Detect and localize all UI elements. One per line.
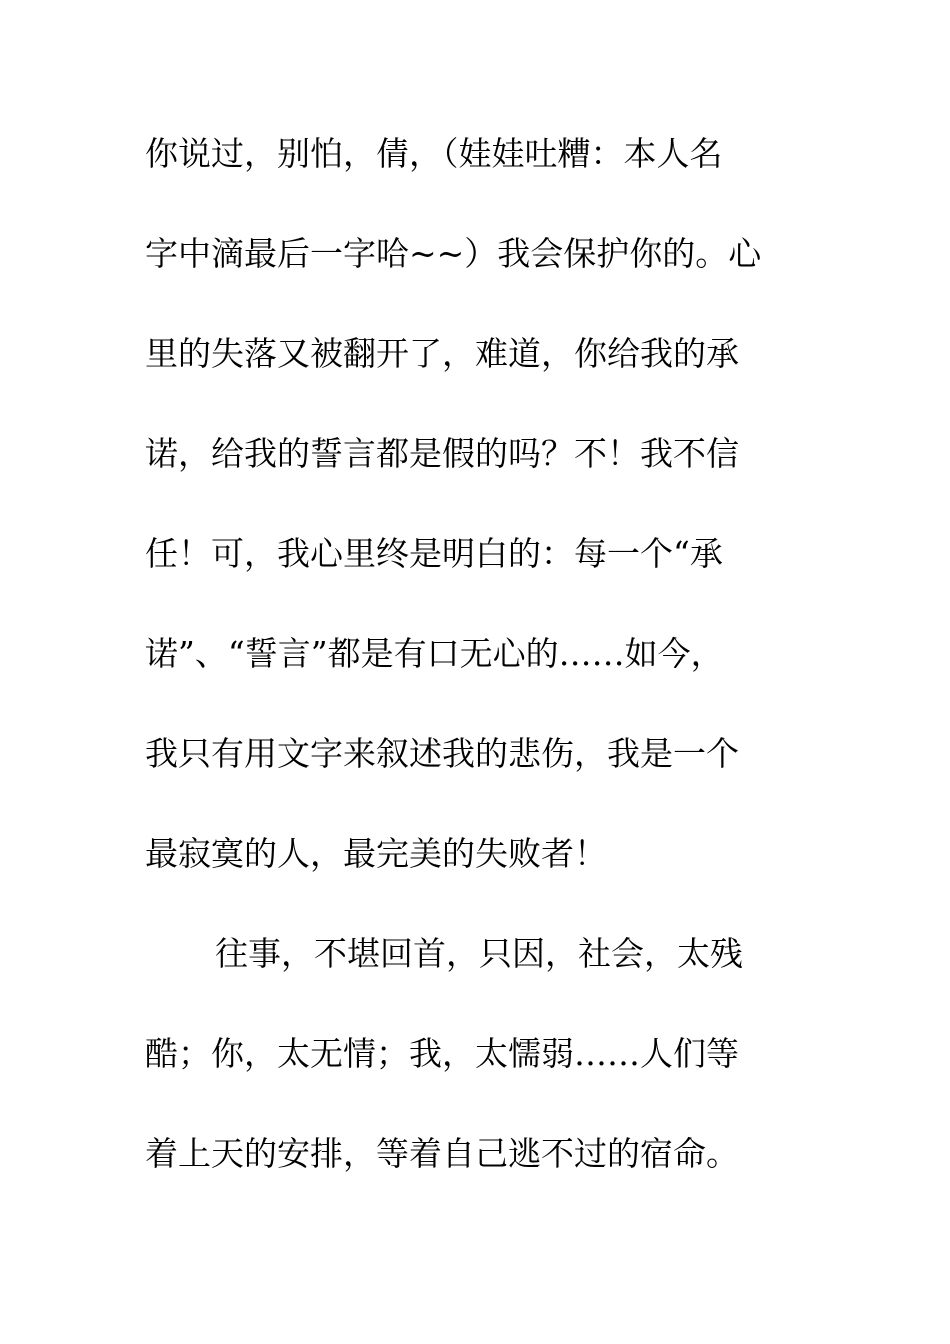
text-line: 诺，给我的誓言都是假的吗？不！我不信 (145, 434, 739, 473)
text-line: 你说过，别怕，倩，（娃娃吐糟：本人名 (145, 134, 723, 173)
text-line: 酷；你，太无情；我，太懦弱……人们等 (145, 1034, 739, 1073)
text-line: 任！可，我心里终是明白的：每一个“承 (145, 534, 723, 573)
text-line: 最寂寞的人，最完美的失败者！ (145, 834, 607, 873)
text-line: 字中滴最后一字哈~~）我会保护你的。心 (145, 234, 762, 273)
text-line: 着上天的安排，等着自己逃不过的宿命。 (145, 1134, 739, 1173)
body-text (145, 124, 825, 1224)
text-line: 里的失落又被翻开了，难道，你给我的承 (145, 334, 739, 373)
text-line: 诺”、“誓言”都是有口无心的……如今， (145, 634, 724, 673)
paragraph-start-line: 往事，不堪回首，只因，社会，太残 (215, 934, 743, 973)
text-line: 我只有用文字来叙述我的悲伤，我是一个 (145, 734, 739, 773)
